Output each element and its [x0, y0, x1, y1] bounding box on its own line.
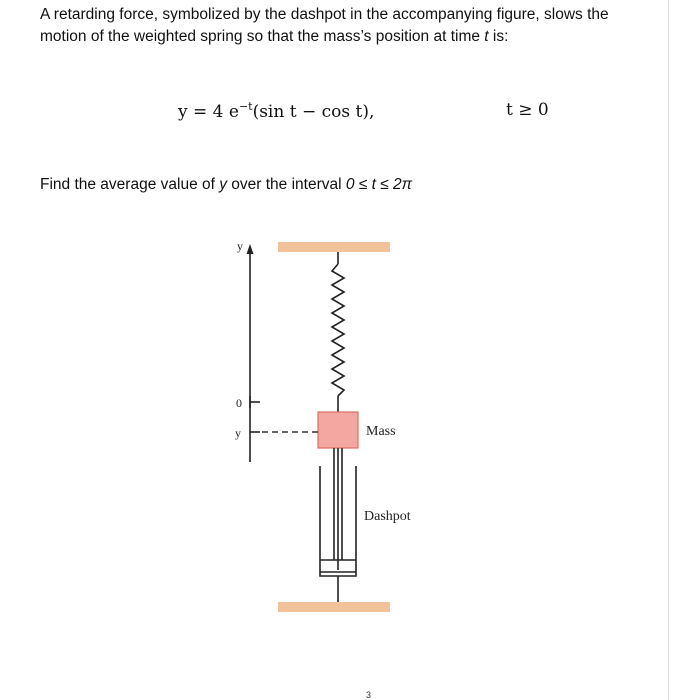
- spring-coil: [332, 264, 344, 396]
- zero-label: 0: [236, 396, 242, 410]
- spring-dashpot-figure: [220, 230, 460, 630]
- dashpot-label: Dashpot: [364, 509, 411, 524]
- y-axis-label-top: y: [237, 239, 243, 253]
- position-equation: [178, 100, 374, 122]
- problem-intro-part1: A retarding force, symbolized by the dashpot in the accompanying figure, slows the motion of the weighted spring so that the mass’s position at time: [40, 6, 609, 45]
- problem-intro-variable: t: [484, 28, 489, 45]
- problem-statement: [40, 4, 656, 48]
- equation-lhs: y = 4 e: [178, 102, 239, 122]
- floor-plate: [278, 602, 390, 612]
- time-condition: t ≥ 0: [506, 100, 549, 120]
- y-position-label: y: [235, 426, 241, 440]
- problem-intro-part2: is:: [488, 28, 509, 45]
- ceiling-plate: [278, 242, 390, 252]
- equation-exponent: −t: [238, 100, 253, 113]
- task-part2: over the interval: [226, 176, 346, 193]
- y-axis-arrow: [247, 244, 254, 254]
- task-interval: 0 ≤ t ≤ 2π: [345, 176, 413, 193]
- task-statement: [40, 176, 412, 194]
- page-number: 3: [366, 690, 372, 700]
- task-variable: y: [219, 176, 227, 193]
- mass-block: [318, 412, 358, 448]
- mass-label: Mass: [366, 424, 396, 439]
- page-edge-divider: [668, 0, 669, 700]
- equation-rhs: (sin t − cos t),: [252, 102, 375, 122]
- task-part1: Find the average value of: [40, 176, 220, 193]
